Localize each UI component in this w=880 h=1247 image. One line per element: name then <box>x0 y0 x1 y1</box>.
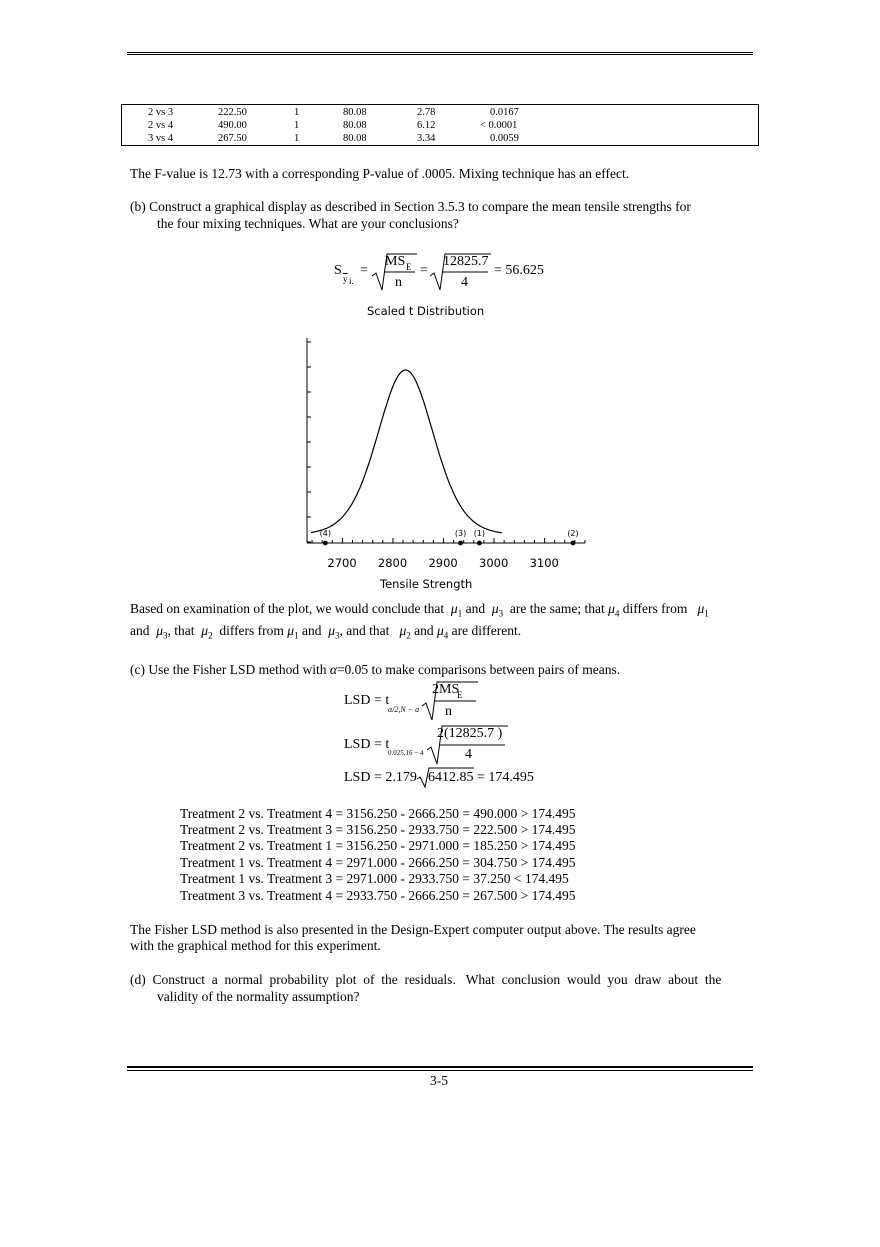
list-item: Treatment 2 vs. Treatment 3 = 3156.250 - 2933.750 = 222.500 > 174.495 <box>180 822 576 837</box>
list-item: Treatment 2 vs. Treatment 1 = 3156.250 - 2971.000 = 185.250 > 174.495 <box>180 838 576 853</box>
page-number: 3-5 <box>430 1073 448 1088</box>
x-tick-label: 2900 <box>428 556 458 570</box>
part-c-line: (c) Use the Fisher LSD method with α=0.05 to make comparisons between pairs of means. <box>130 662 621 677</box>
fisher-line2: with the graphical method for this experiment. <box>130 938 381 953</box>
fisher-line1: The Fisher LSD method is also presented in the Design-Expert computer output above. The results agree <box>130 922 696 937</box>
x-tick-label: 2700 <box>327 556 357 570</box>
header-rule-thin <box>127 54 753 55</box>
chart-title: Scaled t Distribution <box>367 304 485 318</box>
x-tick-label: 3000 <box>479 556 509 570</box>
t-distribution-curve <box>311 370 502 533</box>
treatment-mean-label: (3) <box>454 529 467 538</box>
treatment-mean-label: (2) <box>567 529 579 538</box>
x-tick-label: 2800 <box>377 556 408 570</box>
list-item: Treatment 3 vs. Treatment 4 = 2933.750 - 2666.250 = 267.500 > 174.495 <box>180 888 576 903</box>
scaled-t-chart <box>290 330 610 570</box>
part-b-line2: the four mixing techniques. What are your conclusions? <box>157 216 459 231</box>
treatment-mean-label: (1) <box>473 529 486 538</box>
part-d-line1: (d) Construct a normal probability plot of the residuals. What conclusion would you draw about the <box>130 972 722 987</box>
treatment-mean-point <box>571 541 576 546</box>
conclusion-line2: and $\mu_3$, that $\mu_2$ differs from $\mu_1$ and $\mu_3$, and that $\mu_2$ and $\mu_4$ are different. <box>130 623 522 641</box>
treatment-mean-point <box>323 541 328 546</box>
y-ticks <box>307 342 311 542</box>
x-axis-label: Tensile Strength <box>380 577 473 591</box>
treatment-mean-point <box>477 541 482 546</box>
fvalue-text: The F-value is 12.73 with a corresponding P-value of .0005. Mixing technique has an effect. <box>130 166 630 181</box>
comparison-table: 2 vs 3 222.50 1 80.08 2.78 0.0167 2 vs 4 490.00 1 80.08 6.12 < 0.0001 3 vs 4 267.50 1 80.08 3.34 0.0059 <box>121 104 759 146</box>
footer-rule <box>127 1066 753 1068</box>
part-d-line2: validity of the normality assumption? <box>157 989 360 1004</box>
list-item: Treatment 1 vs. Treatment 4 = 2971.000 - 2666.250 = 304.750 > 174.495 <box>180 855 576 870</box>
conclusion-line1: Based on examination of the plot, we would conclude that $\mu_1$ and $\mu_3$ are the same; that $\mu_4$ differs from $\mu_1$ <box>130 601 709 619</box>
list-item: Treatment 2 vs. Treatment 4 = 3156.250 - 2666.250 = 490.000 > 174.495 <box>180 806 576 821</box>
treatment-mean-point <box>458 541 463 546</box>
x-ticks <box>312 538 585 543</box>
treatment-mean-label: (4) <box>319 529 331 538</box>
x-tick-label: 3100 <box>529 556 559 570</box>
footer-rule-thin <box>127 1070 753 1071</box>
part-b-line1: (b) Construct a graphical display as described in Section 3.5.3 to compare the mean tensile strengths for <box>130 199 691 214</box>
header-rule <box>127 52 753 53</box>
list-item: Treatment 1 vs. Treatment 3 = 2971.000 - 2933.750 = 37.250 < 174.495 <box>180 871 569 886</box>
